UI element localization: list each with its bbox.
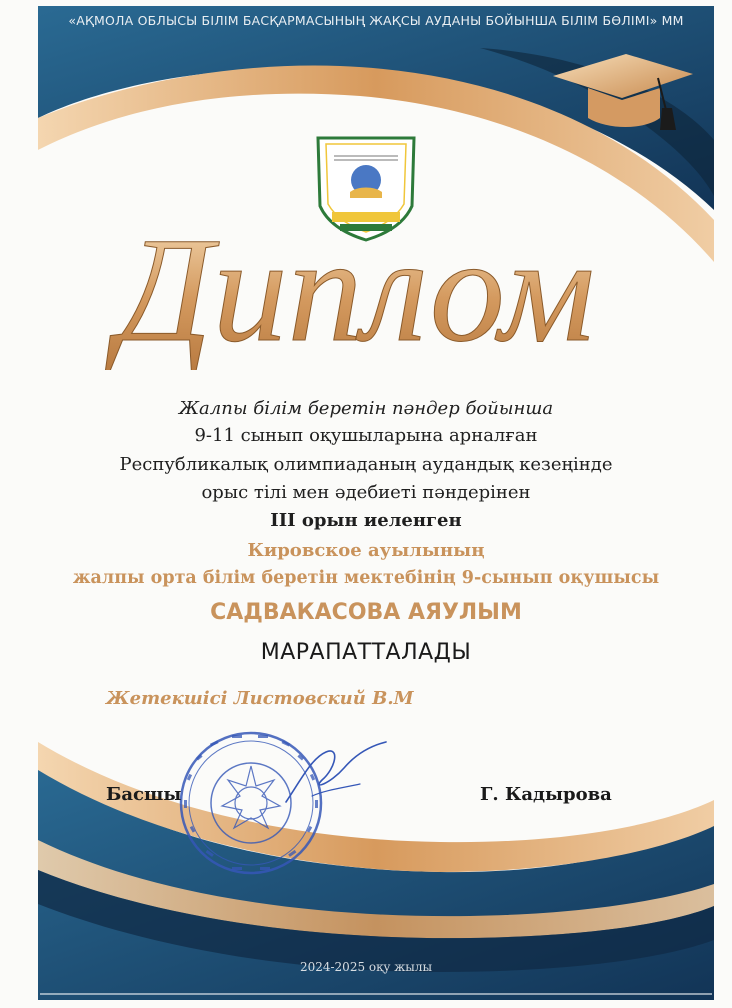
school-village: Кировское ауылының (247, 540, 485, 561)
grade-line: 9-11 сынып оқушыларына арналған (194, 425, 538, 446)
award-word: МАРАПАТТАЛАДЫ (260, 640, 472, 665)
organization-header: «АҚМОЛА ОБЛЫСЫ БІЛІМ БАСҚАРМАСЫНЫҢ ЖАҚСЫ АУДАНЫ БОЙЫНША БІЛІМ БӨЛІМІ» ММ (68, 12, 684, 28)
subject-line: Жалпы білім беретін пәндер бойынша (178, 398, 554, 419)
handwritten-signature (282, 738, 392, 810)
head-name: Г. Кадырова (480, 784, 612, 805)
place-line: ІІІ орын иеленген (270, 510, 462, 531)
graduation-cap-icon (548, 48, 698, 138)
head-label: Басшы (106, 784, 182, 805)
discipline-line: орыс тілі мен әдебиеті пәндерінен (201, 482, 531, 503)
recipient-name: САДВАКАСОВА АЯУЛЫМ (210, 600, 522, 625)
olympiad-line: Республикалық олимпиаданың аудандық кезеңінде (119, 454, 613, 475)
diploma-title (86, 200, 626, 370)
school-description: жалпы орта білім беретін мектебінің 9-сынып оқушысы (72, 568, 660, 588)
supervisor-line: Жетекшісі Листовский В.М (106, 688, 414, 709)
academic-year: 2024-2025 оқу жылы (299, 960, 433, 974)
diploma-title-text: Диплом (117, 207, 595, 370)
